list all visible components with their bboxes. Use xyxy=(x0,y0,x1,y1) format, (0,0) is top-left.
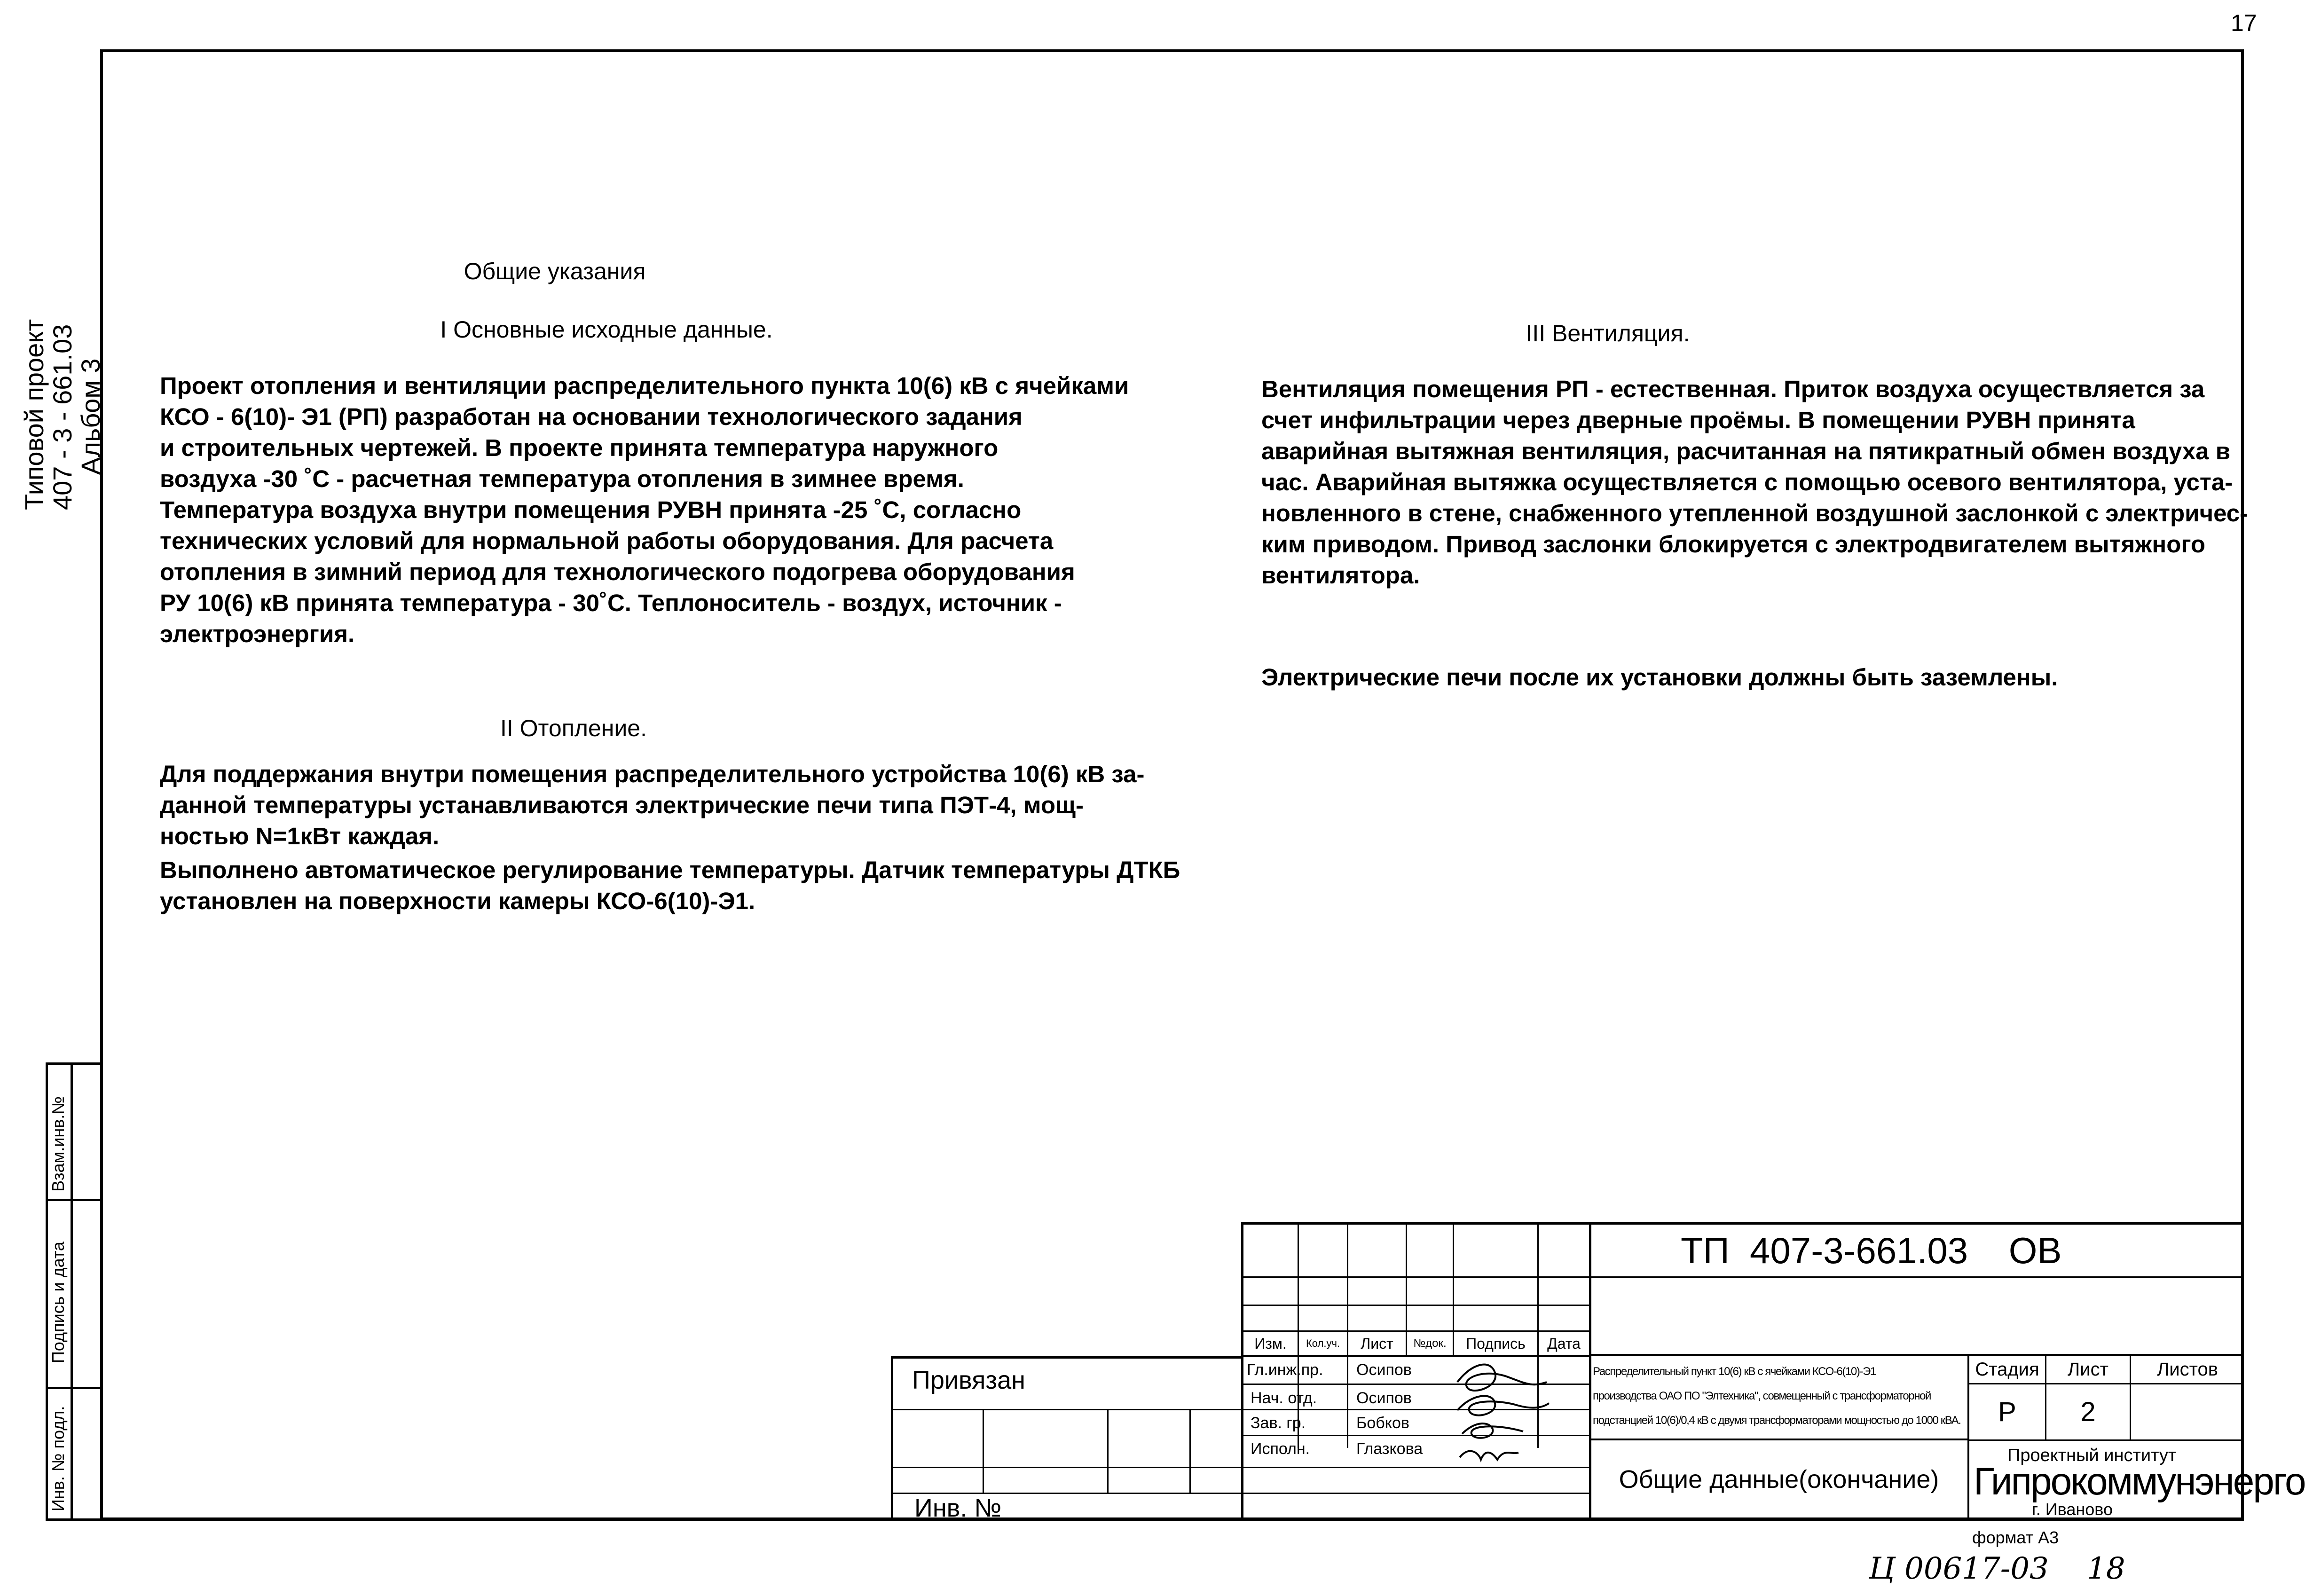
text-line: и строительных чертежей. В проекте принята температура наружного xyxy=(160,434,999,461)
doc-code: ТП 407-3-661.03 ОВ xyxy=(1681,1230,2062,1271)
side-field-divider-h1 xyxy=(46,1199,103,1201)
org-line3: г. Иваново xyxy=(2032,1500,2113,1519)
side-field-divider-h2 xyxy=(46,1387,103,1389)
header-podpis: Подпись xyxy=(1466,1335,1526,1352)
format-label: формат А3 xyxy=(1972,1528,2059,1547)
description-line: Распределительный пункт 10(6) кВ с ячейками КСО-6(10)-Э1 xyxy=(1593,1365,1876,1378)
text-line: вентилятора. xyxy=(1261,562,1420,589)
text-line: Вентиляция помещения РП - естественная. Приток воздуха осуществляется за xyxy=(1261,376,2205,402)
text-line: данной температуры устанавливаются электрические печи типа ПЭТ-4, мощ- xyxy=(160,792,1084,818)
side-field-podpis: Подпись и дата xyxy=(48,1242,68,1363)
name-osipov-2: Осипов xyxy=(1356,1389,1412,1407)
text-line: электроэнергия. xyxy=(160,621,355,647)
text-line: ностью N=1кВт каждая. xyxy=(160,823,440,849)
text-line: воздуха -30 ˚С - расчетная температура отопления в зимнее время. xyxy=(160,465,964,492)
side-field-inv-podl: Инв. № подл. xyxy=(48,1406,68,1511)
header-kol-uch: Кол.уч. xyxy=(1306,1337,1340,1349)
section1-title: I Основные исходные данные. xyxy=(440,316,773,343)
header-data: Дата xyxy=(1547,1335,1581,1352)
text-line: ким приводом. Привод заслонки блокируется с электродвигателем вытяжного xyxy=(1261,531,2206,558)
text-line: РУ 10(6) кВ принята температура - 30˚С. Теплоноситель - воздух, источник - xyxy=(160,590,1062,616)
description-line: подстанцией 10(6)/0,4 кВ с двумя трансформаторами мощностью до 1000 кВА. xyxy=(1593,1414,1961,1427)
stage-label: Стадия xyxy=(1975,1359,2039,1380)
name-osipov-1: Осипов xyxy=(1356,1361,1412,1379)
section1-body xyxy=(160,370,1129,650)
sheets-value xyxy=(2131,1384,2244,1439)
side-field-divider xyxy=(71,1062,73,1521)
text-line: отопления в зимний период для технологического подогрева оборудования xyxy=(160,558,1075,585)
signature-osipov xyxy=(1453,1354,1556,1471)
description-line: производства ОАО ПО "Элтехника", совмещенный с трансформаторной xyxy=(1593,1390,1931,1402)
side-stamp-line2: 407 - 3 - 661.03 xyxy=(47,324,77,510)
org-line1: Проектный институт xyxy=(2007,1446,2177,1465)
section2-title: II Отопление. xyxy=(500,715,647,741)
stage-value: Р xyxy=(1998,1397,2016,1427)
general-title: Общие указания xyxy=(464,258,646,284)
role-zav-gr: Зав. гр. xyxy=(1251,1414,1306,1432)
text-line: Для поддержания внутри помещения распределительного устройства 10(6) кВ за- xyxy=(160,761,1145,787)
text-line: установлен на поверхности камеры КСО-6(10)-Э1. xyxy=(160,888,755,914)
privyazan-label: Привязан xyxy=(912,1366,1025,1394)
text-line: аварийная вытяжная вентиляция, расчитанная на пятикратный обмен воздуха в xyxy=(1261,438,2231,464)
sheet-value: 2 xyxy=(2080,1397,2096,1427)
text-line: Температура воздуха внутри помещения РУВН принята -25 ˚С, согласно xyxy=(160,496,1022,523)
handwritten-code: Ц 00617-03 18 xyxy=(1869,1551,2125,1586)
page-number: 17 xyxy=(2231,10,2257,36)
side-stamp-line3: Альбом 3 xyxy=(76,358,105,475)
sheet-label: Лист xyxy=(2068,1359,2108,1380)
section2-body xyxy=(160,759,1180,917)
role-ispoln: Исполн. xyxy=(1251,1440,1310,1458)
side-stamp-line1: Типовой проект xyxy=(19,319,49,510)
header-list: Лист xyxy=(1361,1335,1393,1352)
text-line: час. Аварийная вытяжка осуществляется с помощью осевого вентилятора, уста- xyxy=(1261,469,2233,495)
section3-body xyxy=(1261,374,2248,591)
project-description xyxy=(1593,1360,1960,1433)
header-izm: Изм. xyxy=(1254,1335,1287,1352)
header-n-dok: №док. xyxy=(1413,1337,1447,1350)
name-bobkov: Бобков xyxy=(1356,1414,1409,1432)
sheet-title: Общие данные(окончание) xyxy=(1619,1465,1939,1494)
name-glazkova: Глазкова xyxy=(1356,1440,1423,1458)
side-field-vzam: Взам.инв.№ xyxy=(48,1096,68,1192)
inv-no-label: Инв. № xyxy=(914,1494,1002,1522)
text-line: Выполнено автоматическое регулирование температуры. Датчик температуры ДТКБ xyxy=(160,857,1180,883)
sheets-label: Листов xyxy=(2157,1359,2218,1380)
role-nach-otd: Нач. отд. xyxy=(1251,1389,1317,1407)
text-line: технических условий для нормальной работы оборудования. Для расчета xyxy=(160,527,1054,554)
text-line: счет инфильтрации через дверные проёмы. В помещении РУВН принята xyxy=(1261,407,2135,433)
text-line: Проект отопления и вентиляции распределительного пункта 10(6) кВ с ячейками xyxy=(160,372,1129,399)
section3-title: III Вентиляция. xyxy=(1526,320,1690,346)
org-line2: Гипрокоммунэнерго xyxy=(1974,1460,2305,1503)
text-line: новленного в стене, снабженного утепленной воздушной заслонкой с электричес- xyxy=(1261,500,2248,527)
section3-note: Электрические печи после их установки должны быть заземлены. xyxy=(1261,664,2058,691)
text-line: КСО - 6(10)- Э1 (РП) разработан на основании технологического задания xyxy=(160,403,1023,430)
role-gl-inzh: Гл.инж.пр. xyxy=(1247,1361,1323,1379)
